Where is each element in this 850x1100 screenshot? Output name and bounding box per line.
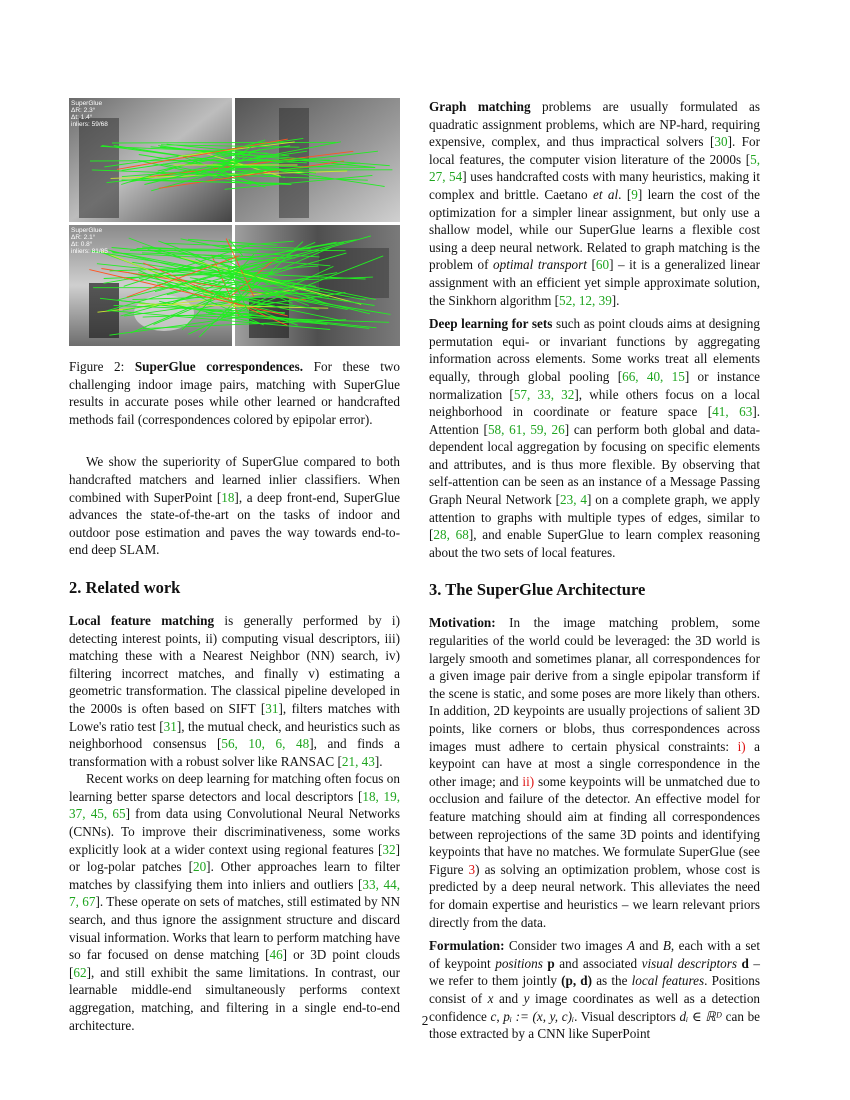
citation[interactable]: 21, 43 [341,753,375,769]
math: B [662,938,671,954]
text: ]. [611,292,620,308]
intro-paragraph [69,453,400,559]
et-al: et al [593,186,619,202]
citation[interactable]: 56, 10, 6, 48 [221,736,310,752]
math: x [487,990,494,1006]
text: some keypoints will be unmatched due to occlusion and failure of the detector. An effective model for feature matching should aim at finding all correspondences between reprojections of the same 3D points and identifying keypoints that have no matches. We formulate SuperGlue (see Figure [429,773,760,877]
text: . Positions consist of [429,973,760,1006]
overlay-title-top: SuperGlue [71,100,103,107]
math: dᵢ ∈ ℝᴰ [679,1008,723,1024]
local-feature-paragraph [69,612,400,770]
citation[interactable]: 62 [73,964,87,980]
caption-bold: SuperGlue correspondences. [134,359,304,374]
text: ], and finds a transformation with a robust solver like RANSAC [ [69,736,400,769]
right-column [429,98,760,1043]
text: ]. Attention [ [429,404,761,437]
reference-link[interactable]: i) [737,738,746,754]
text: problems are usually formulated as quadratic assignment problems, which are NP-hard, requiring expensive, complex, and thus impractical solvers [ [429,99,760,150]
citation[interactable]: 33, 44, 7, 67 [69,876,401,910]
text: ] or instance normalization [ [429,368,760,402]
run-in-heading: Formulation: [429,938,505,954]
text: ] can perform both global and data-dependent local aggregation by focusing on specific elements and attributes, and is thus more flexible. By observing that self-attention can be seen as an instance of a Message Passing Graph Neural Network [ [429,421,761,508]
recent-works-paragraph [69,770,400,1034]
overlay-inliers-top: inliers: 59/68 [71,121,108,128]
deep-sets-paragraph [429,315,760,561]
text: ], a deep front-end, SuperGlue advances the state-of-the-art on the tasks of indoor and outdoor pose estimation and paves the way towards end-to-end deep SLAM. [69,489,400,558]
math: A [626,938,635,954]
math: pᵢ := (x, y, c)ᵢ [503,1008,575,1024]
figure-link[interactable]: 3 [468,861,476,877]
caption-label: Figure 2: [69,359,125,374]
section-heading-architecture: 3. The SuperGlue Architecture [429,580,646,600]
math: d [741,955,749,971]
citation[interactable]: 31 [163,718,177,734]
overlay-translation-top: Δt: 1.4° [71,114,93,121]
text: ] uses handcrafted costs with many heuristics, making it complex and brittle. Caetano [429,169,760,202]
text: , each with a set of keypoint [429,938,760,971]
math: p [542,955,555,971]
overlay-title-bottom: SuperGlue [71,227,103,234]
citation[interactable]: 46 [269,947,283,963]
text: ] or 3D point clouds [ [69,947,400,980]
citation[interactable]: 60 [595,257,610,273]
text: , [496,1008,504,1024]
math: (p, d) [561,973,593,989]
text: ] on a complete graph, we apply attention to graphs with multiple types of edges, similar to [ [429,492,761,543]
text: as the [592,973,632,989]
text: . Visual descriptors [574,1008,680,1024]
run-in-heading: Local feature matching [69,612,215,628]
text: and [493,990,524,1006]
citation[interactable]: 18 [221,489,235,505]
text: ) as solving an optimization problem, whose cost is predicted by a deep neural network. This alleviates the need for domain expertise and heuristics – we learn relevant priors directly from the data. [429,861,760,930]
text: We show the superiority of SuperGlue compared to both handcrafted matchers and learned inlier classifiers. When combined with SuperPoint [ [69,454,400,505]
text: ], the mutual check, and heuristics such as neighborhood consensus [ [69,718,401,752]
citation[interactable]: 28, 68 [433,527,469,543]
math: y [523,990,530,1006]
text: and [634,938,663,954]
text: such as point clouds aims at designing permutation equi- or invariant functions by aggregating information across elements. Some works treat all elements equally, through global pooling [ [429,316,760,384]
text: ] learn the cost of the optimization for a simpler linear assignment, but only use a shallow model, while our SuperGlue learns a flexible cost using a deep neural network. Related to graph matching is the problem of [429,186,760,273]
text: ]. For local features, the computer vision literature of the 2000s [ [429,134,760,167]
text: Recent works on deep learning for matching often focus on learning better sparse detectors and local descriptors [ [69,771,400,804]
citation[interactable]: 31 [265,700,279,716]
left-column [69,98,400,1034]
match-line [130,250,257,251]
text: ], and still exhibit the same limitations. In contrast, our learnable middle-end simultaneously performs context aggregation, matching, and filtering in a single end-to-end architecture. [69,964,400,1033]
text: is generally performed by i) detecting interest points, ii) computing visual descriptors, iii) matching these with a Nearest Neighbor (NN) search, iv) filtering incorrect matches, and finally v) estimating a geometric transformation. The classical pipeline developed in the 2000s is often based on SIFT [ [69,612,400,716]
citation[interactable]: 30 [714,134,728,150]
text: ] or log-polar patches [ [69,841,400,875]
figure-caption [69,358,400,428]
run-in-heading: Motivation: [429,615,496,631]
motivation-paragraph [429,614,760,931]
emphasis: visual descriptors [641,955,737,971]
math: c [490,1008,497,1024]
match-line [217,170,392,171]
text: . [ [618,186,632,202]
citation[interactable]: 58, 61, 59, 26 [487,421,565,437]
page-number: 2 [421,1013,429,1028]
citation[interactable]: 52, 12, 39 [559,292,612,308]
citation[interactable]: 41, 63 [712,404,753,420]
citation[interactable]: 32 [382,841,396,857]
text: ]. Other approaches learn to filter matches by classifying them into inliers and outliers [ [69,859,400,892]
text: image coordinates as well as a detection confidence [429,990,761,1024]
text: ] from data using Convolutional Neural Networks (CNNs). To improve their discriminativeness, some works explicitly look at a wider context using regional features [ [69,806,401,857]
text: ]. [374,753,383,769]
text: Consider two images [504,938,627,954]
overlay-rotation-bottom: ΔR: 2.1° [71,234,96,241]
citation[interactable]: 18, 19, 37, 45, 65 [69,788,400,822]
citation[interactable]: 23, 4 [560,492,587,508]
text: In the image matching problem, some regularities of the world could be leveraged: the 3D world is largely smooth and sometimes planar, all correspondences for a given image pair derive from a single epipolar transform if the scene is static, and some poses are more likely than others. In addition, 2D keypoints are usually projections of salient 3D points, like corners or blobs, thus correspondences across images must adhere to certain physical constraints: [429,615,760,754]
section-heading-related-work: 2. Related work [69,577,181,597]
text: ], while others focus on a local neighborhood in coordinate or feature space [ [429,386,760,420]
citation[interactable]: 57, 33, 32 [513,386,575,402]
text: – we refer to them jointly [429,955,761,989]
figure-2 [69,98,400,346]
text: ] – it is a generalized linear assignment with an efficient yet simple approximate solution, the Sinkhorn algorithm [ [429,257,760,308]
citation[interactable]: 66, 40, 15 [622,368,685,384]
citation[interactable]: 5, 27, 54 [429,151,760,185]
emphasis: optimal transport [493,257,587,273]
text: and associated [554,955,642,971]
text: a keypoint can have at most a single correspondence in the other image; and [429,738,760,789]
correspondence-figure [69,98,400,346]
run-in-heading: Deep learning for sets [429,316,553,332]
citation[interactable]: 20 [192,859,207,875]
emphasis: positions [495,955,543,971]
text: ]. These operate on sets of matches, still estimated by NN search, and thus ignore the assignment structure and discard visual information. Works that learn to perform matching have so far focused on dense matching [ [69,894,401,963]
overlay-inliers-bottom: inliers: 81/85 [71,248,108,255]
graph-matching-paragraph [429,98,760,309]
text: can be those extracted by a CNN like SuperPoint [429,1008,761,1042]
reference-link[interactable]: ii) [522,773,535,789]
emphasis: local features [631,973,705,989]
run-in-heading: Graph matching [429,99,531,114]
overlay-rotation-top: ΔR: 2.3° [71,107,96,114]
citation[interactable]: 9 [631,186,638,202]
text: ], and enable SuperGlue to learn complex reasoning about the two sets of local features. [429,527,760,560]
text: [ [586,257,596,273]
caption-text: For these two challenging indoor image pairs, matching with SuperGlue results in accurate poses while other learned or handcrafted methods fail (correspondences colored by epipolar error). [69,359,400,427]
text: ], filters matches with Lowe's ratio test [ [69,700,400,734]
overlay-translation-bottom: Δt: 0.8° [71,241,93,248]
